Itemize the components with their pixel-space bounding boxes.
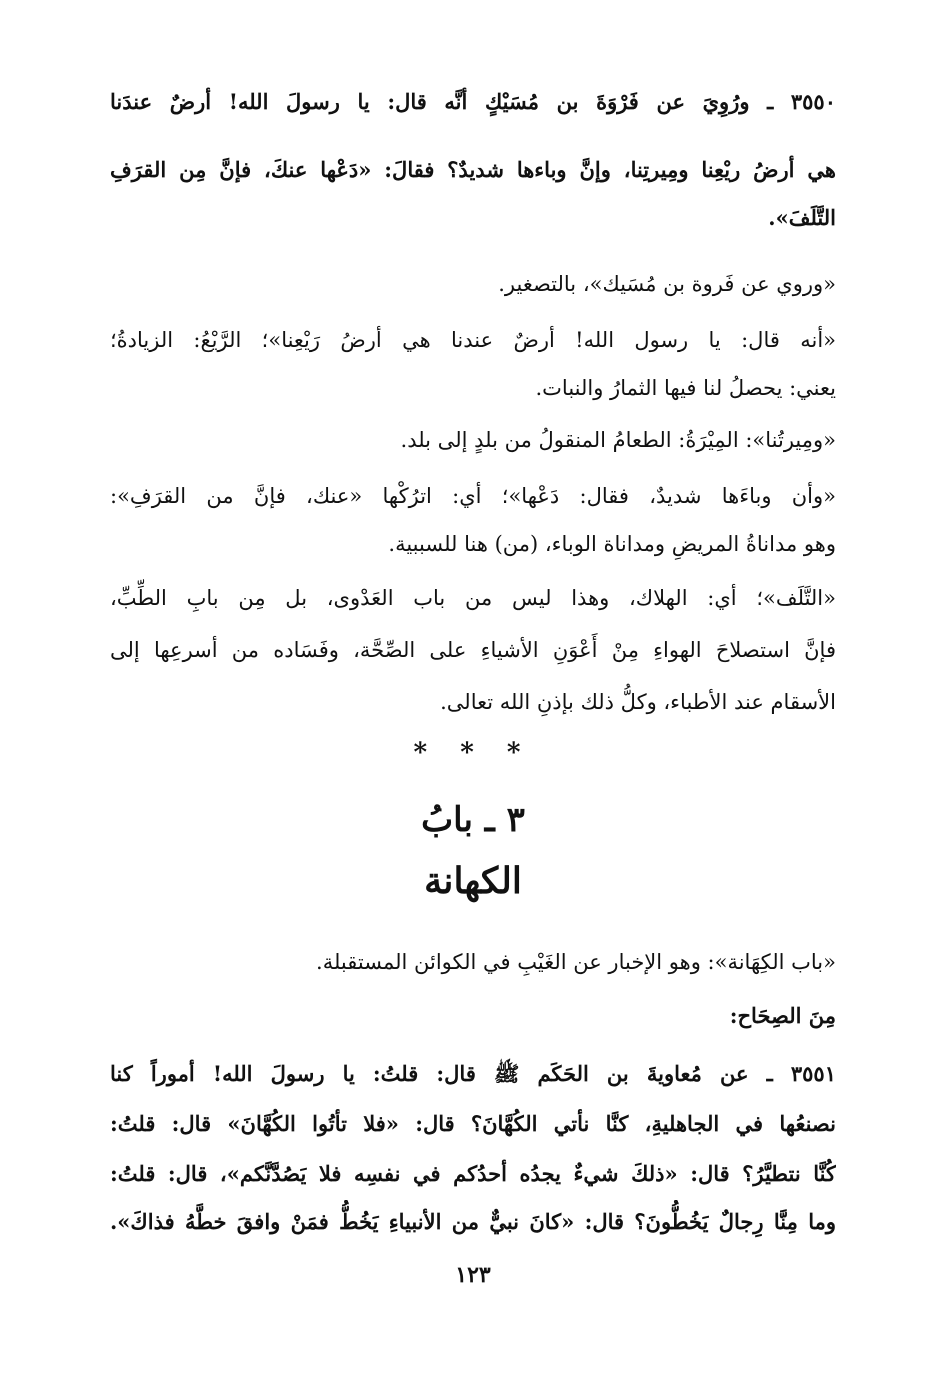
commentary-line-1: «وروي عن فَروة بن مُسَيك»، بالتصغير.: [498, 272, 836, 296]
commentary-line-4: «ومِيرتُنا»: المِيْرَةُ: الطعامُ المنقولُ من بلدٍ إلى بلد.: [400, 428, 836, 452]
commentary-line-5: «وأن وباءَها شديدٌ، فقال: دَعْها»؛ أي: اترُكْها «عنك، فإنَّ من القرَفِ»:: [110, 484, 836, 508]
hadith-3551-line-1: ٣٥٥١ ـ عن مُعاويةَ بن الحَكَم ﷺ قال: قلتُ: يا رسولَ الله! أموراً كنا: [110, 1061, 836, 1086]
commentary-line-9: الأسقام عند الأطباء، وكلُّ ذلك بإذنِ الله تعالى.: [440, 690, 836, 714]
page-number: ١٢٣: [455, 1262, 491, 1288]
commentary-line-2: «أنه قال: يا رسول الله! أرضٌ عندنا هي أرضُ رَيْعِنا»؛ الرَّيْعُ: الزيادةُ؛: [110, 328, 836, 352]
hadith-3550-line-2: هي أرضُ ريْعِنا ومِيرتِنا، وإنَّ وباءها شديدٌ؟ فقالَ: «دَعْها عنكَ، فإنَّ مِن القرَفِ: [110, 157, 836, 182]
hadith-3551-line-4: وما مِنَّا رِجالٌ يَخُطُّونَ؟ قال: «كانَ نبيٌّ من الأنبياءِ يَخُطُّ فمَنْ وافقَ خطَّهُ فذاكَ».: [110, 1209, 836, 1234]
commentary-line-6: وهو مداناةُ المريضِ ومداناة الوباء، (من) هنا للسببية.: [388, 532, 836, 556]
chapter-intro: «باب الكِهَانة»: وهو الإخبار عن الغَيْبِ في الكوائن المستقبلة.: [316, 950, 836, 974]
commentary-line-7: «التَّلَف»؛ أي: الهلاك، وهذا ليس من باب العَدْوى، بل مِن بابِ الطِّبِّ،: [110, 586, 836, 610]
hadith-3550-line-3: التَّلَفَ».: [768, 205, 836, 230]
commentary-line-3: يعني: يحصلُ لنا فيها الثمارُ والنبات.: [535, 376, 836, 400]
hadith-3551-line-2: نصنعُها في الجاهليةِ، كنَّا نأتي الكُهَّانَ؟ قال: «فلا تأتُوا الكُهَّانَ» قال: قلتُ:: [110, 1111, 836, 1136]
commentary-line-8: فإنَّ استصلاحَ الهواءِ مِنْ أَعْوَنِ الأشياءِ على الصِّحَّة، وفَسَاده من أسرعِها إلى: [110, 638, 836, 662]
hadith-3550-line-1: ٣٥٥٠ ـ ورُوِيَ عن فَرْوَةَ بن مُسَيْكٍ أنَّه قال: يا رسولَ الله! أرضٌ عندَنا: [110, 89, 836, 114]
chapter-number: ٣ ـ بابُ: [421, 800, 525, 840]
section-separator: * * *: [413, 738, 533, 768]
section-heading: مِنَ الصِحَاح:: [729, 1003, 836, 1028]
chapter-title: الكهانة: [424, 860, 522, 902]
hadith-3551-line-3: كُنَّا نتطيَّرُ؟ قال: «ذلكَ شيءٌ يجدُه أحدُكم في نفسِه فلا يَصُدَّنَّكم»، قال: قلتُ:: [110, 1161, 836, 1186]
